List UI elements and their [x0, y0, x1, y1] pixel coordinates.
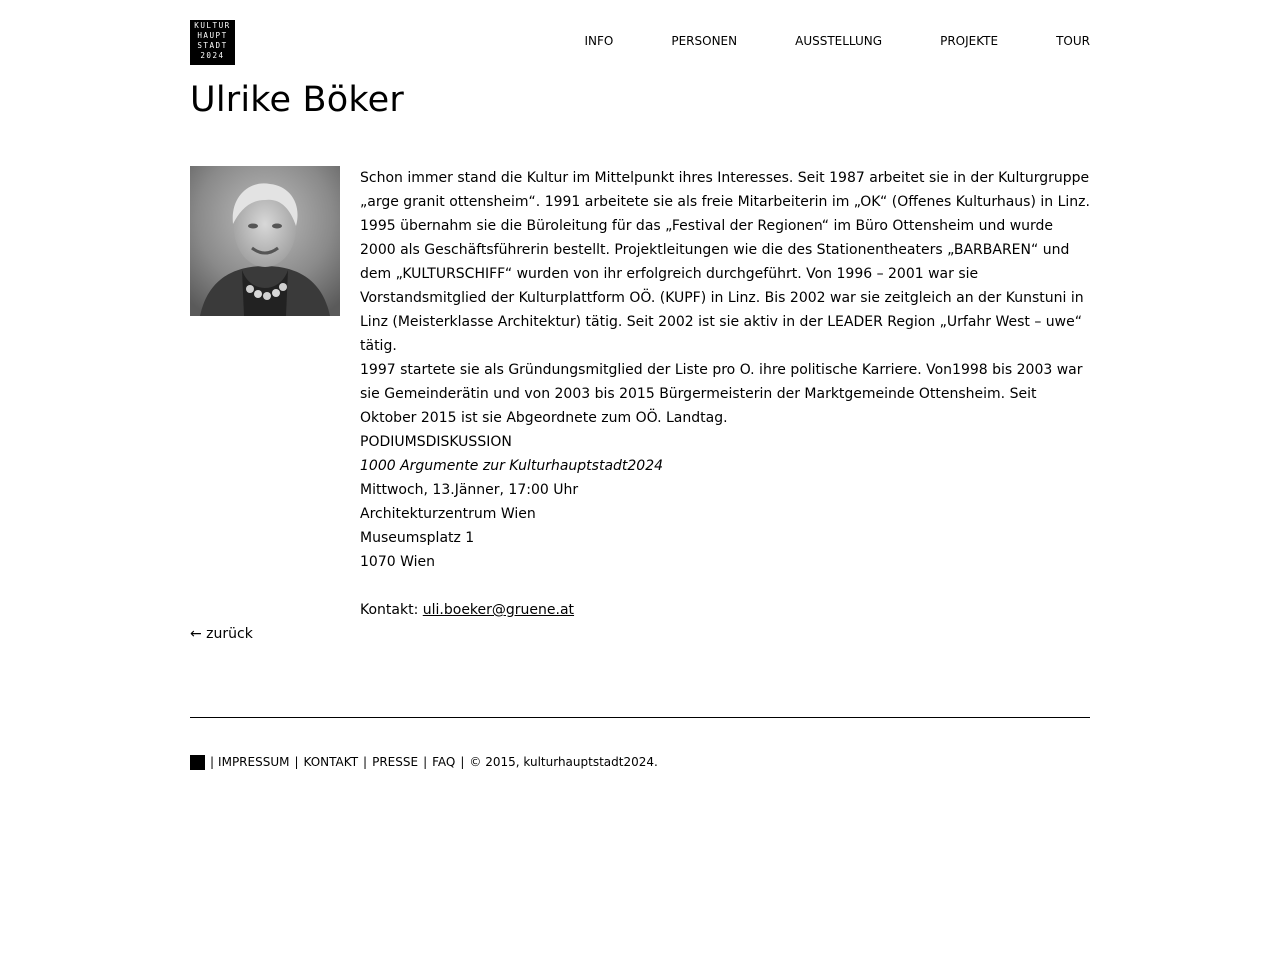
nav-item-info[interactable]: INFO	[584, 34, 614, 48]
footer-divider	[190, 717, 1090, 718]
footer-link-kontakt[interactable]: KONTAKT	[303, 755, 359, 769]
event-title-line	[360, 454, 1090, 478]
site-header	[190, 0, 1090, 66]
page-wrapper	[190, 0, 1090, 770]
main-nav	[584, 34, 1090, 48]
footer-link-impressum[interactable]: IMPRESSUM	[218, 755, 290, 769]
kulturhauptstadt-logo[interactable]	[190, 20, 235, 65]
logo-line: KULTUR	[194, 21, 231, 30]
portrait-image	[190, 166, 340, 316]
page-title: Ulrike Böker	[190, 80, 404, 120]
footer-separator: |	[294, 755, 299, 769]
contact-email-link[interactable]: uli.boeker@gruene.at	[422, 602, 575, 618]
nav-item-projekte[interactable]: PROJEKTE	[940, 34, 999, 48]
portrait-photo	[190, 166, 340, 316]
event-venue: Architekturzentrum Wien	[360, 506, 536, 522]
footer-separator: |	[210, 755, 215, 769]
event-street: Museumsplatz 1	[360, 530, 475, 546]
contact-line	[360, 598, 1090, 622]
bio-paragraph: Schon immer stand die Kultur im Mittelpunkt ihres Interesses. Seit 1987 arbeitet sie in der Kulturgruppe „arge granit ottensheim“. 1991 arbeitete sie als freie Mitarbeiterin im „OK“ (Offenes Kulturhaus) in Linz. 1995 übernahm sie die Büroleitung für das „Festival der Regionen“ im Büro Ottensheim und wurde 2000 als Geschäftsführerin bestellt. Projektleitungen wie die des Stationentheaters „BARBAREN“ und dem „KULTURSCHIFF“ wurden von ihr erfolgreich durchgeführt. Von 1996 – 2001 war sie Vorstandsmitglied der Kulturplattform OÖ. (KUPF) in Linz. Bis 2002 war sie zeitgleich an der Kunstuni in Linz (Meisterklasse Architektur) tätig. Seit 2002 ist sie aktiv in der LEADER Region „Urfahr West – uwe“ tätig.	[360, 170, 1090, 354]
contact-label: Kontakt:	[360, 602, 423, 618]
event-datetime: Mittwoch, 13.Jänner, 17:00 Uhr	[360, 482, 579, 498]
nav-item-personen[interactable]: PERSONEN	[671, 34, 738, 48]
nav-item-ausstellung[interactable]: AUSSTELLUNG	[795, 34, 883, 48]
event-heading: PODIUMSDISKUSSION	[360, 434, 512, 450]
spacer-line	[360, 574, 1090, 598]
logo-line: HAUPT	[197, 31, 228, 40]
event-city: 1070 Wien	[360, 554, 435, 570]
footer-link-faq[interactable]: FAQ	[432, 755, 456, 769]
event-title: 1000 Argumente zur Kulturhauptstadt2024	[360, 458, 664, 474]
bio-paragraph: 1997 startete sie als Gründungsmitglied der Liste pro O. ihre politische Karriere. Von1998 bis 2003 war sie Gemeinderätin und von 2003 bis 2015 Bürgermeisterin der Marktgemeinde Ottensheim. Seit Oktober 2015 ist sie Abgeordnete zum OÖ. Landtag.	[360, 362, 1083, 426]
logo-line: STADT	[197, 41, 228, 50]
footer-separator: |	[363, 755, 368, 769]
back-link[interactable]: ← zurück	[190, 626, 253, 642]
footer-separator: |	[460, 755, 465, 769]
site-footer	[190, 754, 658, 770]
nav-item-tour[interactable]: TOUR	[1056, 34, 1090, 48]
footer-separator: |	[423, 755, 428, 769]
footer-link-presse[interactable]: PRESSE	[372, 755, 419, 769]
footer-copyright: © 2015, kulturhauptstadt2024.	[469, 755, 658, 769]
logo-line: 2024	[200, 51, 225, 60]
facebook-icon[interactable]: f	[190, 755, 205, 770]
biography-text	[360, 166, 1090, 622]
